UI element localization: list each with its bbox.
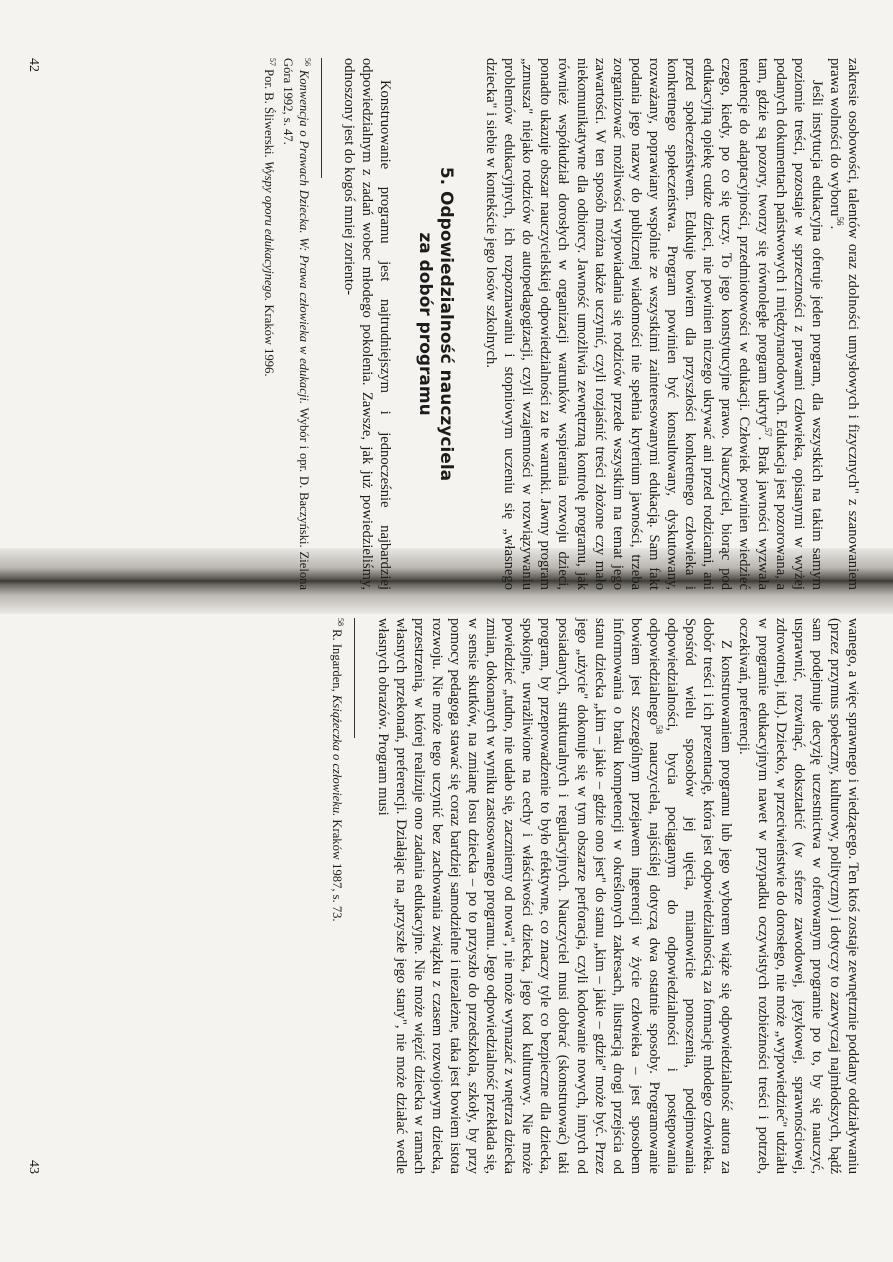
- footnote: $^{56}$ Konwencja o Prawach Dziecka. W: Prawa człowieka w edukacji. Wybór i opr. D. Baczyński. Zielona Góra 1992, s. 47.: [280, 58, 312, 591]
- page-number: 43: [26, 1160, 42, 1174]
- paragraph: Jeśli instytucja edukacyjna oferuje jeden program, dla wszystkich na takim samym poziomie treści, pozostaje w sprzeczności z prawami człowieka, opisanymi w wyżej podanych dokumentach państwowych i międzynarodowych. Edukacja jest pozorowana, a tam, gdzie są pozory, tworzy się równoległe program ukryty$^{57}$. Brak jawności wyzwala tendencje do adaptacyjności, przedmiotowości w edukacji. Człowiek powinien wiedzieć czego, kiedy, po co się uczy. To jego konstytucyjne prawo. Nauczyciel, biorąc pod edukacyjną opiekę cudze dzieci, nie powinien niczego ukrywać ani przed rodzicami, ani przed społeczeństwem. Edukuje bowiem dla przyszłości konkretnego człowieka i konkretnego społeczeństwa. Program powinien być konsultowany, dyskutowany, rozważany, poprawiany wspólnie ze wszystkimi zainteresowanymi edukacją. Sam fakt podania jego nazwy do publicznej wiadomości nie spełnia kryterium jawności, trzeba zorganizować możliwości wypowiadania się rodziców przede wszystkim na temat jego zawartości. W ten sposób można także uczynić, czyli rozjaśnić treści złożone czy mało niekomunikatywne dla odbiorcy. Jawność umożliwia zewnętrzną kontrolę programu, jak również współudział dorosłych w organizacji warunków wspierania rozwoju dzieci, ponadto ukazuje obszar nauczycielskiej odpowiedzialności za te warunki. Jawny program „zmusza" niejako rodziców do autopedagogizacji, czyli wzajemności w rozwiązywaniu problemów edukacyjnych, ich rozpoznawaniu i stopniowym uczeniu się „własnego dziecka" i siebie w kontekście jego losów szkolnych.: [483, 58, 825, 591]
- footnote-ref: 56: [834, 216, 845, 226]
- page-42-body: [340, 58, 862, 590]
- page-43-body: [373, 618, 862, 1174]
- page-number: 42: [26, 58, 42, 72]
- page-42: [26, 58, 862, 591]
- footnote: $^{58}$ R. Ingarden, Książeczka o człowieku. Kraków 1987, s. 73.: [330, 618, 346, 922]
- section-heading-line: 5. Odpowiedzialność nauczyciela: [436, 166, 457, 482]
- footnote-ref: 58: [653, 725, 664, 734]
- section-heading: [414, 58, 456, 590]
- page-43: [26, 618, 862, 1174]
- footnotes: [329, 618, 348, 1174]
- paragraph: zakresie osobowości, talentów oraz zdolności umysłowych i fizycznych" z szanowaniem prawa wolności do wyboru$^{56}$.: [826, 58, 861, 590]
- section-heading-line: za dobór programu: [415, 232, 436, 416]
- footnotes: [260, 58, 314, 590]
- footnote-divider: [354, 618, 355, 738]
- footnote: $^{57}$ Por. B. Śliwerski. Wyspy oporu edukacyjnego. Kraków 1996.: [261, 58, 277, 377]
- paragraph: Z konstruowaniem programu lub jego wyborem wiąże się odpowiedzialność autora za dobór treści i ich prezentację, która jest odpowiedzialnością za formację młodego człowieka. Spośród wielu sposobów jej ujęcia, mianowicie ponoszenia, podejmowania odpowiedzialności, bycia pociąganym do odpowiedzialności i postępowania odpowiedzialnego$^{58}$ nauczyciela, najściślej dotyczą dwa ostatnie sposoby. Programowanie bowiem jest szczególnym przejawem ingerencji w życie człowieka – jest sposobem informowania o braku kompetencji w określonych zakresach, ilustracją drogi przejścia od stanu dziecka „kim – jakie – gdzie ono jest" do stanu „kim – jakie – gdzie" może być. Przez jego „użycie" dokonuje się w tym obszarze perforacja, czyli kodowanie nowych, innych od posiadanych, strukturalnych i regulacyjnych. Nauczyciel musi dobrać (skonstruować) taki program, by przeprowadzenie to było efektywne, co znaczy tyle co bezpieczne dla dziecka, spokojne, uwrażliwione na cechy i właściwości dziecka, jego kod kulturowy. Nie może powiedzieć „tudno, nie udało się, zaczniemy od nowa", nie może wymazać z wnętrza dziecka zmian, dokonanych w wyniku zastosowanego programu. Jego odpowiedzialność przekłada się, w sensie skutków, na zmianę losu dziecka – po to przyszło do przedszkola, szkoły, by przy pomocy pedagoga stawać się coraz bardziej samodzielne i niezależne, taka jest bowiem istota rozwoju. Nie może tego uczynić bez zachowania związku z czasem rozwojowym dziecka, przestrzenią, w której realizuje ono zadania edukacyjne. Nie może więzić dziecka w ramach własnych przekonań, preferencji. Działając na „przyszłe jego stany", nie może działać wedle własnych obrazów. Program musi: [374, 618, 735, 1174]
- footnote-ref: 57: [762, 427, 773, 437]
- paragraph: Konstruowanie programu jest najtrudniejszym i jednocześnie najbardziej odpowiedzialnym z zadań wobec młodego pokolenia. Zawsze, jak już powiedzieliśmy, odnoszony jest do kogoś mniej zoriento-: [340, 58, 394, 590]
- paragraph: wanego, a więc sprawnego i wiedzącego. Ten ktoś zostaje zewnętrznie poddany oddziaływaniu (przez przymus społeczny, kulturowy, polityczny) i dotyczy to zazwyczaj najmłodszych, bądź sam podejmuje decyzję uczestnictwa w oferowanym programie po to, by się nauczyć, usprawnić, rozwinąć, dokształcić (w sferze zawodowej, językowej, sprawnościowej, zdrowotnej, itd.). Dziecko, w przeciwieństwie do dorosłego, nie może „wypowiedzieć" udziału w programie edukacyjnym nawet w przypadku oczywistych rozbieżności treści i potrzeb, oczekiwań, preferencji.: [736, 618, 861, 1174]
- footnote-divider: [321, 58, 322, 178]
